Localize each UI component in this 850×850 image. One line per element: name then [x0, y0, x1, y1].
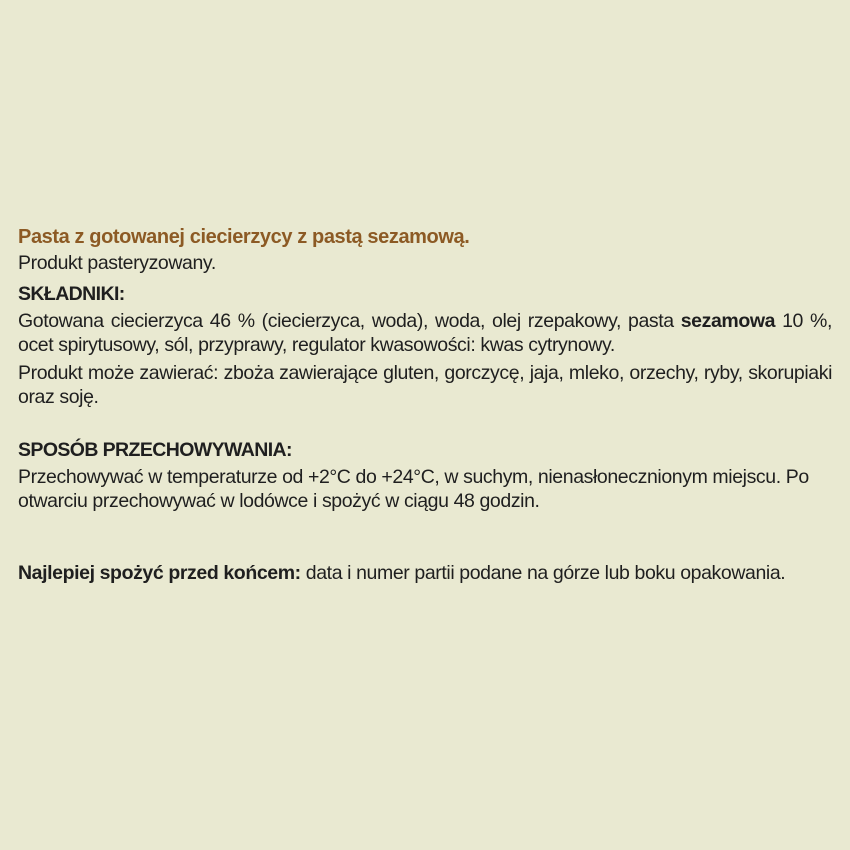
- storage-text: Przechowywać w temperaturze od +2°C do +24°C, w suchym, nienasłonecznionym miejscu. Po otwarciu przechowywać w lodówce i spożyć w ciągu 48 godzin.: [18, 466, 809, 512]
- storage-heading: SPOSÓB PRZECHOWYWANIA:: [18, 439, 292, 461]
- ingredients-heading: SKŁADNIKI:: [18, 283, 125, 305]
- product-subtitle: Produkt pasteryzowany.: [18, 252, 216, 274]
- best-before-value: data i numer partii podane na górze lub boku opakowania.: [300, 562, 786, 584]
- allergens-text: Produkt może zawierać: zboża zawierające gluten, gorczycę, jaja, mleko, orzechy, ryby, skorupiaki oraz soję.: [18, 362, 832, 408]
- spacer: [18, 513, 832, 561]
- product-info-panel: [18, 223, 832, 585]
- best-before-label: Najlepiej spożyć przed końcem:: [18, 562, 301, 584]
- ingredients-bold-word: sezamowa: [680, 310, 776, 332]
- product-title: Pasta z gotowanej ciecierzycy z pastą sezamową.: [18, 226, 470, 248]
- spacer: [18, 409, 832, 435]
- best-before-text: [18, 561, 832, 585]
- ingredients-text-start: Gotowana ciecierzyca 46 % (ciecierzyca, woda), woda, olej rzepakowy, pasta: [18, 310, 681, 332]
- ingredients-text: [18, 309, 832, 357]
- ingredients-text-end: 10 %, ocet spirytusowy, sól, przyprawy, regulator kwasowości: kwas cytrynowy.: [18, 310, 832, 356]
